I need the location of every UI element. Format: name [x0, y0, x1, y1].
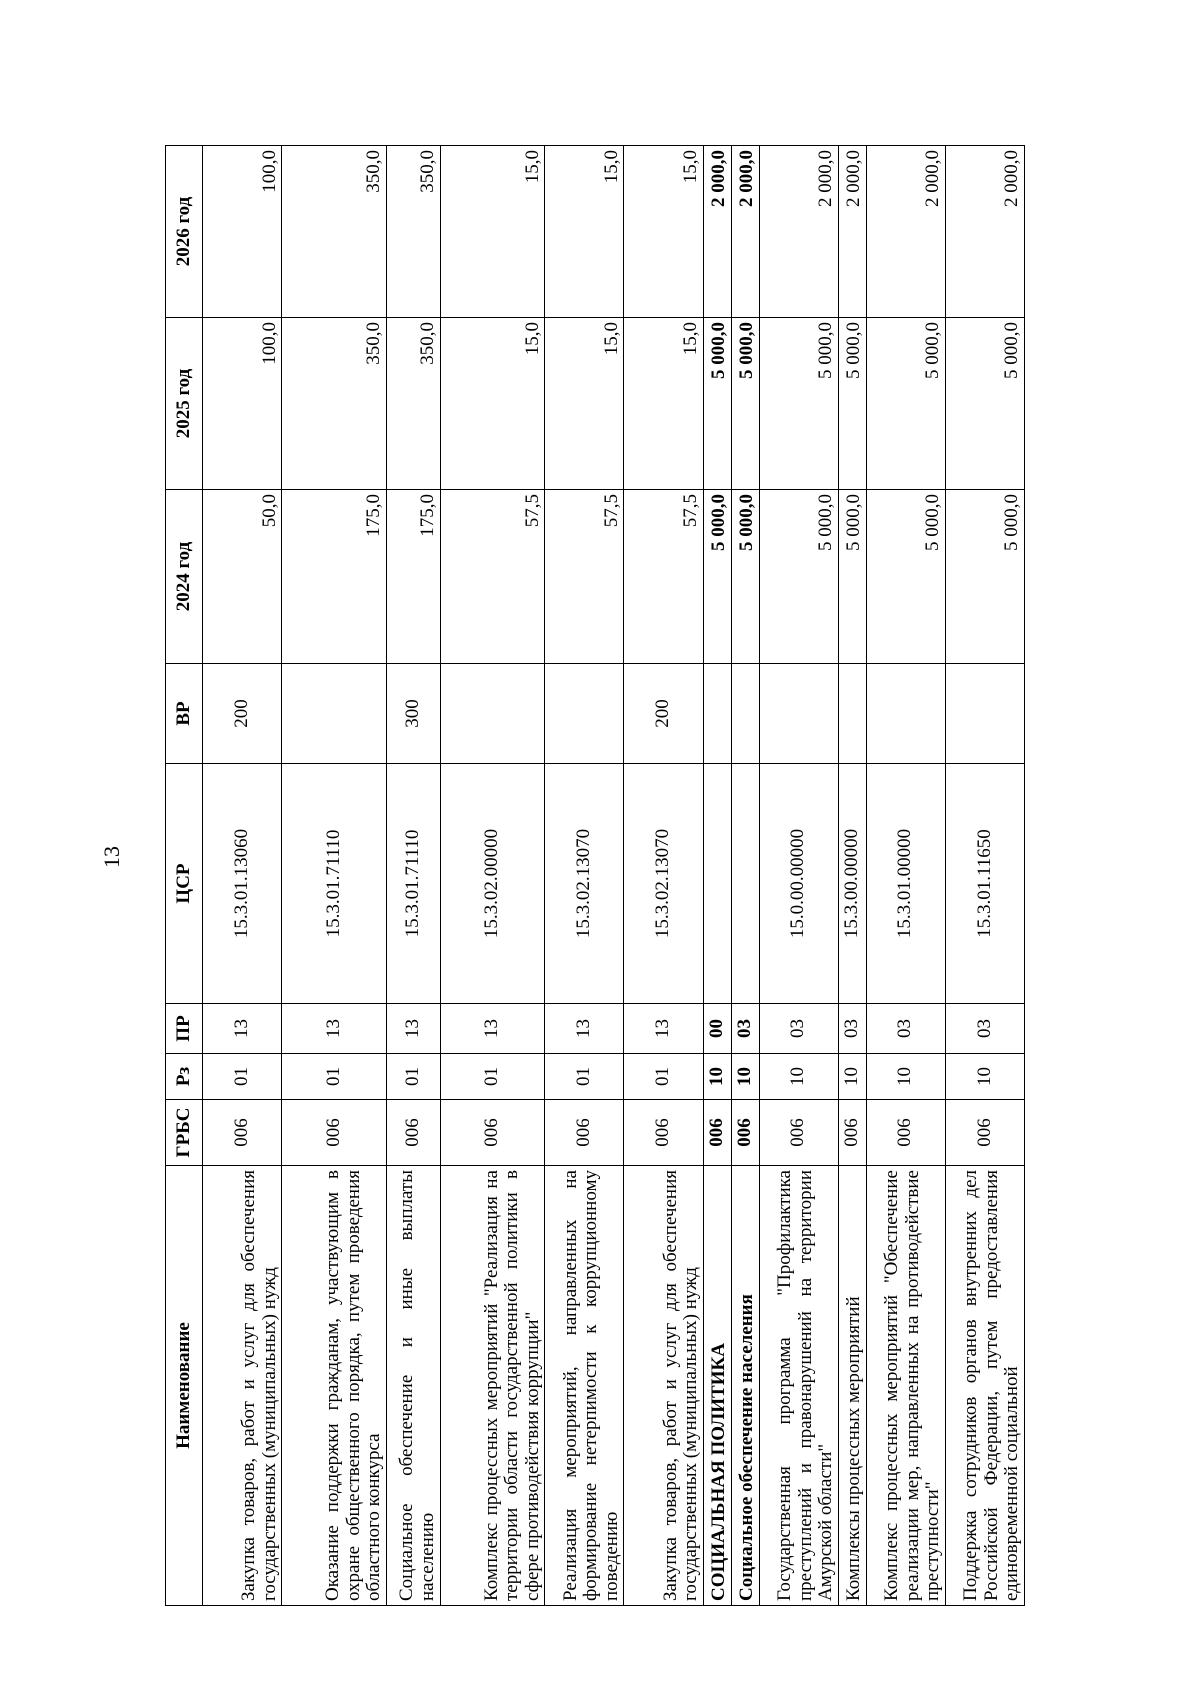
cell-pr: 13 — [203, 1004, 282, 1054]
cell-2024: 57,5 — [624, 490, 703, 664]
cell-rz: 01 — [386, 1054, 440, 1100]
cell-pr: 03 — [838, 1004, 866, 1054]
cell-2025: 15,0 — [624, 318, 703, 490]
cell-grbs: 006 — [282, 1100, 387, 1166]
cell-grbs: 006 — [731, 1100, 759, 1166]
cell-csr — [731, 764, 759, 1004]
cell-name: Комплекс процессных мероприятий "Обеспечение реализации мер, направленных на противодействие преступности" — [866, 1166, 945, 1606]
cell-name: Государственная программа "Профилактика преступлений и правонарушений на территории Амурской области" — [759, 1166, 838, 1606]
cell-2024: 5 000,0 — [731, 490, 759, 664]
cell-vr — [440, 664, 545, 764]
cell-pr: 00 — [703, 1004, 731, 1054]
header-2024: 2024 год — [166, 490, 203, 664]
cell-2025: 5 000,0 — [866, 318, 945, 490]
cell-2025: 5 000,0 — [703, 318, 731, 490]
header-2025: 2025 год — [166, 318, 203, 490]
cell-grbs: 006 — [624, 1100, 703, 1166]
table-row — [282, 146, 387, 1606]
cell-2025: 5 000,0 — [838, 318, 866, 490]
table-body — [203, 146, 1025, 1606]
cell-2026: 2 000,0 — [703, 146, 731, 318]
table-row — [624, 146, 703, 1606]
cell-pr: 03 — [945, 1004, 1024, 1054]
cell-grbs: 006 — [945, 1100, 1024, 1166]
cell-2025: 5 000,0 — [731, 318, 759, 490]
cell-name: Комплексы процессных мероприятий — [838, 1166, 866, 1606]
cell-2026: 350,0 — [282, 146, 387, 318]
cell-csr: 15.3.00.00000 — [838, 764, 866, 1004]
cell-2026: 2 000,0 — [838, 146, 866, 318]
cell-2025: 15,0 — [440, 318, 545, 490]
cell-2026: 2 000,0 — [945, 146, 1024, 318]
cell-2025: 350,0 — [282, 318, 387, 490]
header-rz: Рз — [166, 1054, 203, 1100]
cell-csr: 15.3.02.13070 — [624, 764, 703, 1004]
table-row — [386, 146, 440, 1606]
cell-rz: 10 — [838, 1054, 866, 1100]
cell-2026: 15,0 — [440, 146, 545, 318]
cell-vr — [545, 664, 624, 764]
cell-vr — [282, 664, 387, 764]
cell-csr: 15.3.01.11650 — [945, 764, 1024, 1004]
cell-vr — [945, 664, 1024, 764]
cell-rz: 01 — [545, 1054, 624, 1100]
cell-grbs: 006 — [866, 1100, 945, 1166]
table-row — [545, 146, 624, 1606]
cell-name: Социальное обеспечение и иные выплаты населению — [386, 1166, 440, 1606]
cell-rz: 10 — [759, 1054, 838, 1100]
table-row — [703, 146, 731, 1606]
cell-name: Реализация мероприятий, направленных на формирование нетерпимости к коррупционному поведению — [545, 1166, 624, 1606]
table-row — [203, 146, 282, 1606]
table-row — [838, 146, 866, 1606]
cell-pr: 03 — [866, 1004, 945, 1054]
cell-csr: 15.3.01.13060 — [203, 764, 282, 1004]
table-row — [759, 146, 838, 1606]
cell-name: Социальное обеспечение населения — [731, 1166, 759, 1606]
header-2026: 2026 год — [166, 146, 203, 318]
budget-table-frame — [165, 146, 1025, 1606]
table-header-row — [166, 146, 203, 1606]
cell-2025: 5 000,0 — [945, 318, 1024, 490]
cell-pr: 13 — [282, 1004, 387, 1054]
cell-pr: 13 — [624, 1004, 703, 1054]
cell-name: Закупка товаров, работ и услуг для обеспечения государственных (муниципальных) нужд — [624, 1166, 703, 1606]
cell-2025: 100,0 — [203, 318, 282, 490]
cell-2024: 175,0 — [282, 490, 387, 664]
cell-rz: 10 — [945, 1054, 1024, 1100]
cell-pr: 03 — [731, 1004, 759, 1054]
cell-vr — [866, 664, 945, 764]
cell-csr: 15.3.01.71110 — [386, 764, 440, 1004]
cell-2024: 5 000,0 — [838, 490, 866, 664]
cell-name: Закупка товаров, работ и услуг для обеспечения государственных (муниципальных) нужд — [203, 1166, 282, 1606]
cell-2024: 5 000,0 — [703, 490, 731, 664]
header-grbs: ГРБС — [166, 1100, 203, 1166]
cell-2026: 2 000,0 — [866, 146, 945, 318]
cell-vr: 200 — [624, 664, 703, 764]
cell-name: СОЦИАЛЬНАЯ ПОЛИТИКА — [703, 1166, 731, 1606]
table-row — [866, 146, 945, 1606]
cell-rz: 01 — [282, 1054, 387, 1100]
cell-2026: 15,0 — [545, 146, 624, 318]
cell-csr: 15.3.02.00000 — [440, 764, 545, 1004]
cell-name: Поддержка сотрудников органов внутренних дел Российской Федерации, путем предоставления единовременной социальной — [945, 1166, 1024, 1606]
cell-2024: 5 000,0 — [759, 490, 838, 664]
cell-name: Комплекс процессных мероприятий "Реализация на территории области государственной политики в сфере противодействия коррупции" — [440, 1166, 545, 1606]
cell-grbs: 006 — [203, 1100, 282, 1166]
cell-grbs: 006 — [545, 1100, 624, 1166]
cell-pr: 03 — [759, 1004, 838, 1054]
cell-csr: 15.0.00.00000 — [759, 764, 838, 1004]
budget-table — [165, 145, 1025, 1606]
cell-2025: 15,0 — [545, 318, 624, 490]
cell-2026: 2 000,0 — [759, 146, 838, 318]
cell-name: Оказание поддержки гражданам, участвующим в охране общественного порядка, путем проведения областного конкурса — [282, 1166, 387, 1606]
cell-grbs: 006 — [838, 1100, 866, 1166]
cell-2025: 5 000,0 — [759, 318, 838, 490]
cell-rz: 10 — [731, 1054, 759, 1100]
cell-2024: 57,5 — [440, 490, 545, 664]
cell-vr — [838, 664, 866, 764]
cell-vr: 300 — [386, 664, 440, 764]
cell-csr: 15.3.01.71110 — [282, 764, 387, 1004]
cell-vr — [703, 664, 731, 764]
cell-2026: 350,0 — [386, 146, 440, 318]
cell-2024: 175,0 — [386, 490, 440, 664]
cell-rz: 01 — [440, 1054, 545, 1100]
cell-vr — [759, 664, 838, 764]
cell-2024: 50,0 — [203, 490, 282, 664]
table-row — [945, 146, 1024, 1606]
cell-vr — [731, 664, 759, 764]
cell-pr: 13 — [545, 1004, 624, 1054]
cell-grbs: 006 — [440, 1100, 545, 1166]
cell-2024: 5 000,0 — [945, 490, 1024, 664]
cell-grbs: 006 — [759, 1100, 838, 1166]
cell-rz: 01 — [203, 1054, 282, 1100]
cell-pr: 13 — [386, 1004, 440, 1054]
cell-csr: 15.3.02.13070 — [545, 764, 624, 1004]
table-row — [440, 146, 545, 1606]
cell-2024: 57,5 — [545, 490, 624, 664]
cell-2026: 15,0 — [624, 146, 703, 318]
page-number: 13 — [99, 846, 124, 868]
table-row — [731, 146, 759, 1606]
header-pr: ПР — [166, 1004, 203, 1054]
cell-rz: 10 — [866, 1054, 945, 1100]
cell-2025: 350,0 — [386, 318, 440, 490]
cell-2026: 2 000,0 — [731, 146, 759, 318]
cell-grbs: 006 — [703, 1100, 731, 1166]
cell-rz: 10 — [703, 1054, 731, 1100]
cell-grbs: 006 — [386, 1100, 440, 1166]
header-vr: ВР — [166, 664, 203, 764]
cell-csr: 15.3.01.00000 — [866, 764, 945, 1004]
cell-2026: 100,0 — [203, 146, 282, 318]
cell-rz: 01 — [624, 1054, 703, 1100]
cell-2024: 5 000,0 — [866, 490, 945, 664]
cell-vr: 200 — [203, 664, 282, 764]
cell-pr: 13 — [440, 1004, 545, 1054]
cell-csr — [703, 764, 731, 1004]
header-csr: ЦСР — [166, 764, 203, 1004]
header-name: Наименование — [166, 1166, 203, 1606]
